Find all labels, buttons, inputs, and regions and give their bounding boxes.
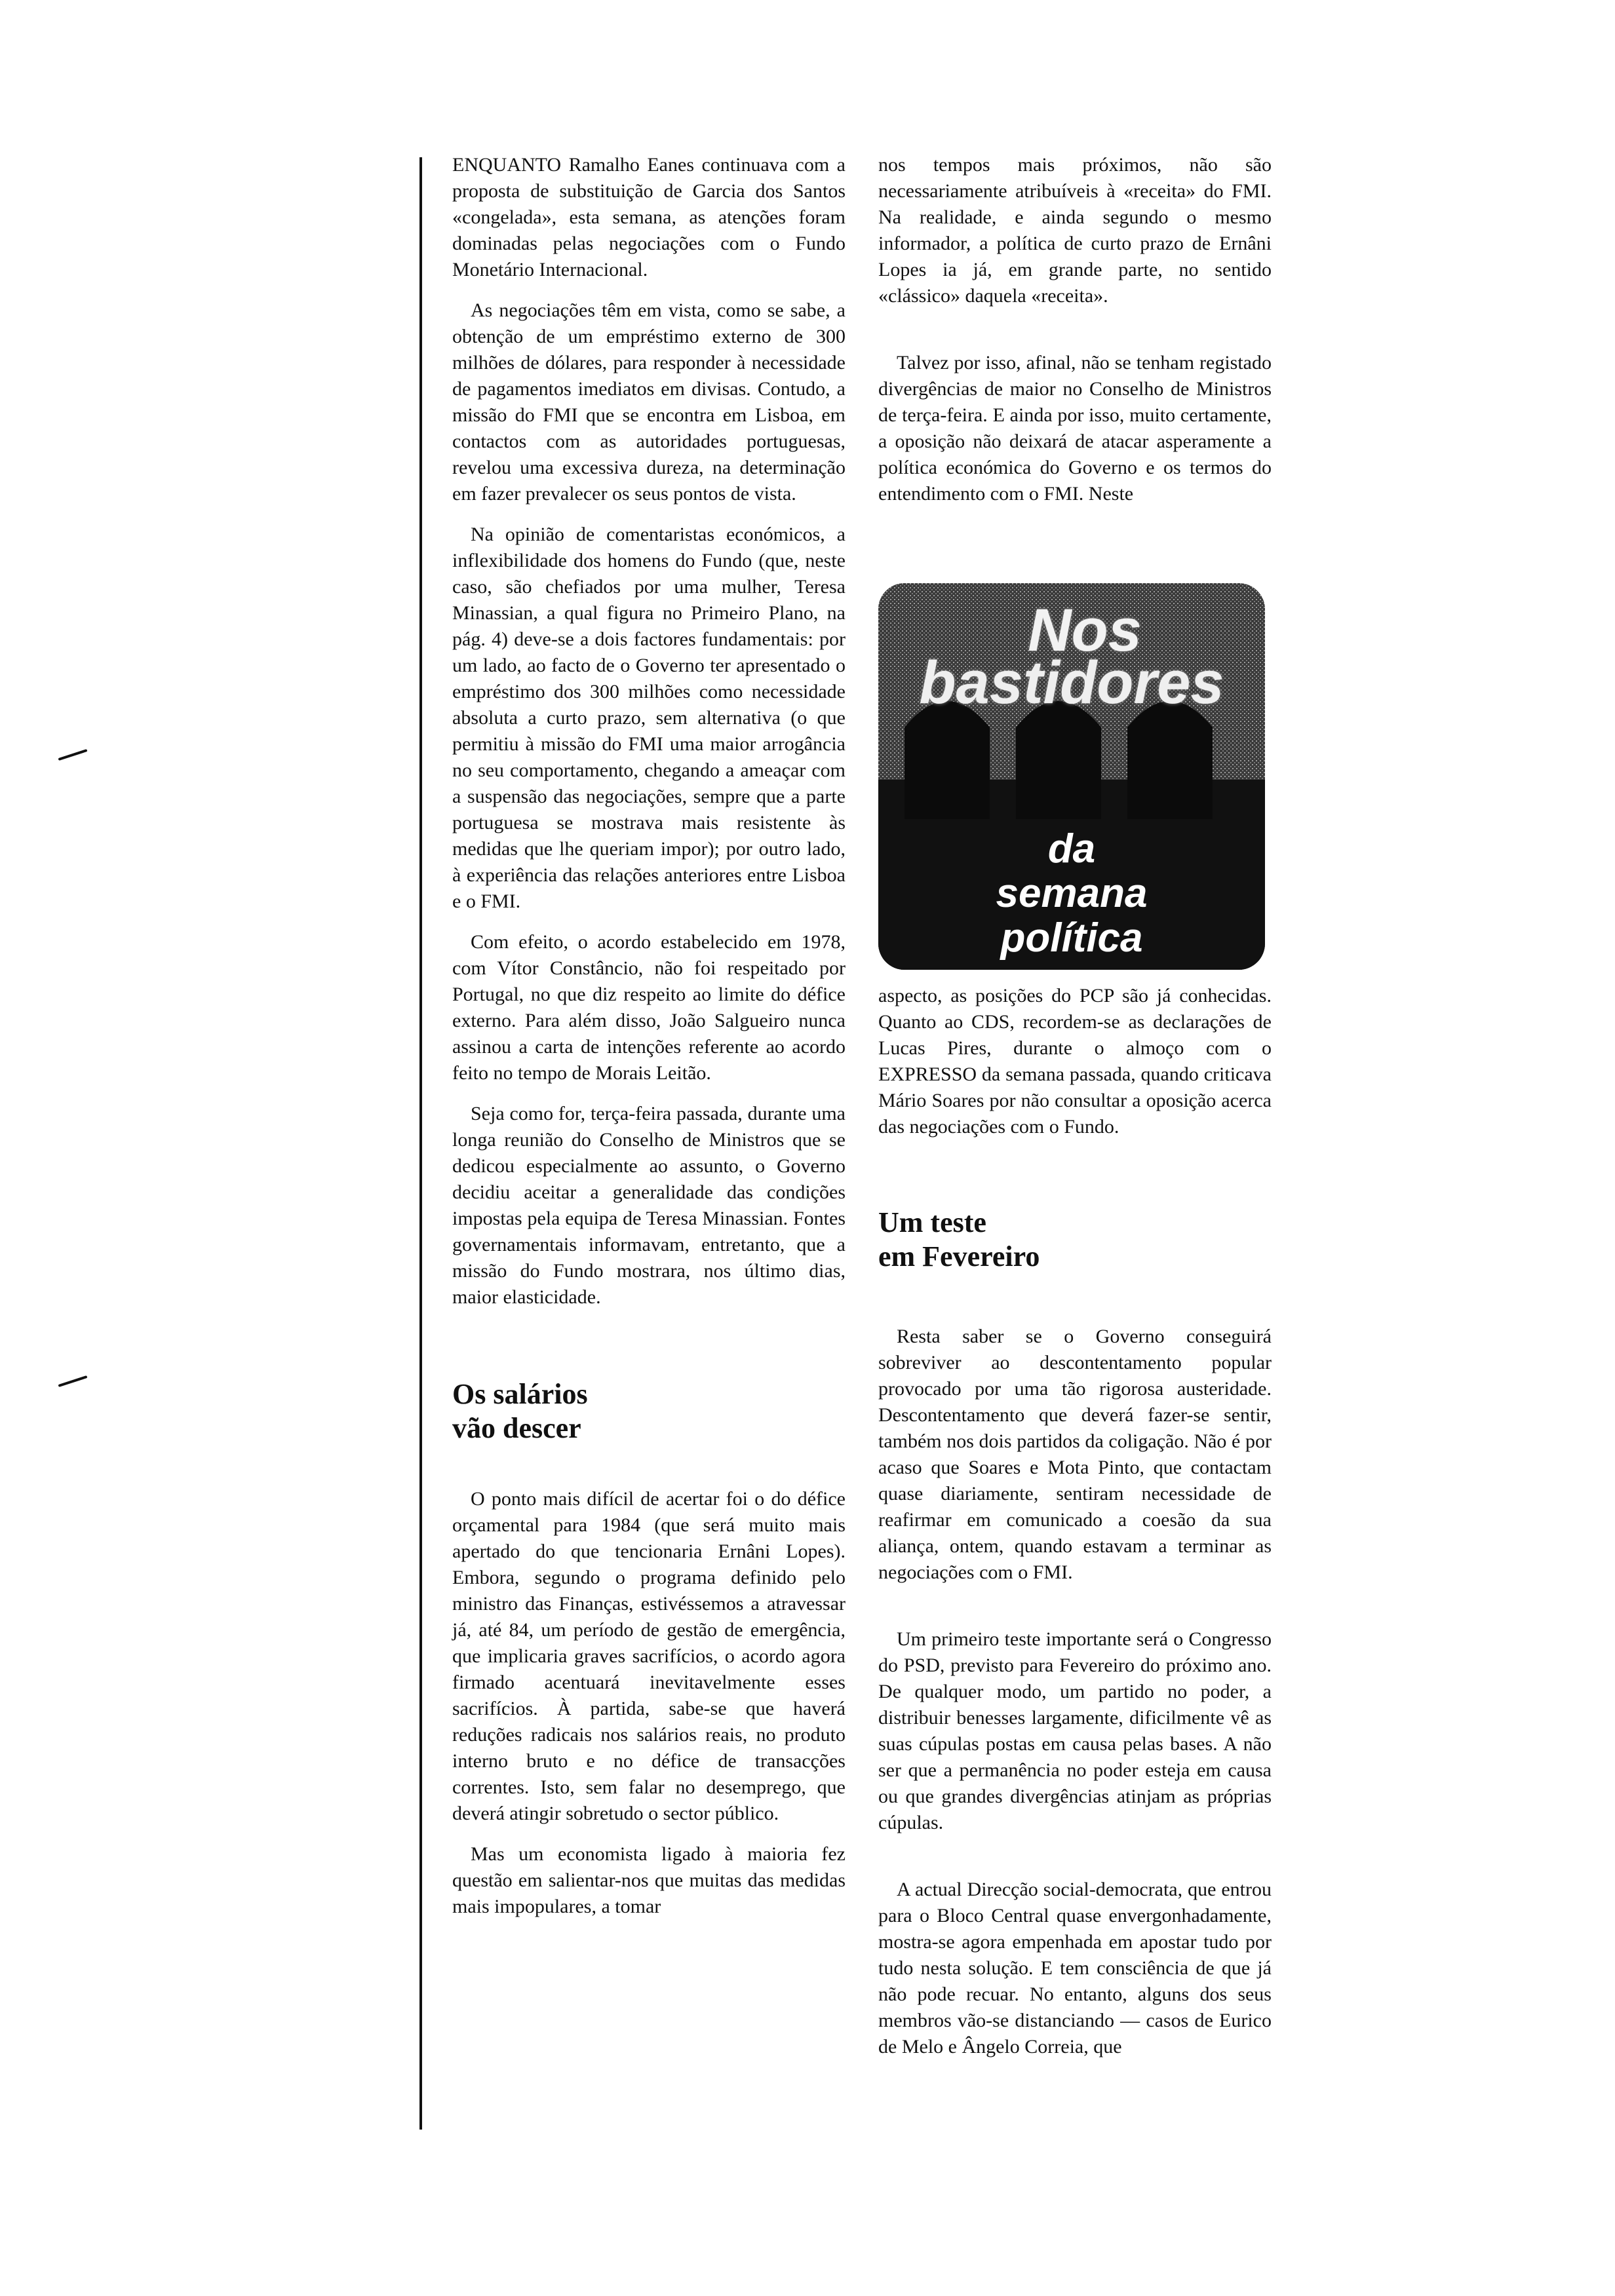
- section-heading-line: vão descer: [452, 1412, 581, 1444]
- article-paragraph: Um primeiro teste importante será o Congresso do PSD, previsto para Fevereiro do próximo ano. De qualquer modo, um partido no poder, a distribuir benesses largamente, dificilmente vê as suas cúpulas postas em causa pelas bases. A não ser que a permanência no poder esteja em causa ou que grandes divergências atinjam as próprias cúpulas.: [878, 1628, 1272, 1833]
- article-paragraph: aspecto, as posições do PCP são já conhecidas. Quanto ao CDS, recordem-se as declarações de Lucas Pires, durante o almoço com o EXPRESSO da semana passada, quando criticava Mário Soares por não consultar a oposição acerca das negociações com o Fundo.: [878, 985, 1272, 1138]
- section-heading-line: Os salários: [452, 1378, 588, 1410]
- section-heading-line: em Fevereiro: [878, 1240, 1040, 1272]
- margin-rule: [419, 157, 422, 2130]
- column-right-top: [878, 152, 1272, 522]
- title-word: política: [1000, 915, 1143, 961]
- article-paragraph: As negociações têm em vista, como se sabe, a obtenção de um empréstimo externo de 300 milhões de dólares, para responder à necessidade de pagamentos imediatos em divisas. Contudo, a missão do FMI que se encontra em Lisboa, em contactos com as autoridades portuguesas, revelou uma excessiva dureza, na determinação em fazer prevalecer os seus pontos de vista.: [452, 299, 846, 505]
- title-word: Nos: [1028, 597, 1142, 664]
- article-paragraph: O ponto mais difícil de acertar foi o do défice orçamental para 1984 (que será muito mais apertado do que tencionaria Ernâni Lopes). Embora, segundo o programa definido pelo ministro das Finanças, estivéssemos a atravessar já, até 84, um período de gestão de emergência, que implicaria graves sacrifícios, o acordo agora firmado acentuará inevitavelmente esses sacrifícios. À partida, sabe-se que haverá reduções radicais nos salários reais, no produto interno bruto e no défice de transacções correntes. Isto, sem falar no desemprego, que deverá atingir sobretudo o sector público.: [452, 1488, 846, 1824]
- article-paragraph: nos tempos mais próximos, não são necessariamente atribuíveis à «receita» do FMI. Na realidade, e ainda segundo o mesmo informador, a política de curto prazo de Ernâni Lopes ia já, em grande parte, no sentido «clássico» daquela «receita».: [878, 154, 1272, 307]
- scan-mark-top: [58, 749, 88, 761]
- section-heading-line: Um teste: [878, 1206, 986, 1238]
- scan-mark-bottom: [58, 1375, 88, 1387]
- article-paragraph: Seja como for, terça-feira passada, durante uma longa reunião do Conselho de Ministros que se dedicou especialmente ao assunto, o Governo decidiu aceitar a generalidade das condições impostas pela equipa de Teresa Minassian. Fontes governamentais informavam, entretanto, que a missão do Fundo mostrara, nos último dias, maior elasticidade.: [452, 1103, 846, 1308]
- column-right-middle: [878, 983, 1272, 1155]
- title-word: da: [1047, 826, 1096, 871]
- title-word: semana: [996, 871, 1148, 916]
- section-heading-salarios: [452, 1377, 846, 1445]
- section-heading-teste: [878, 1206, 1272, 1274]
- article-paragraph: Na opinião de comentaristas económicos, a inflexibilidade dos homens do Fundo (que, neste caso, são chefiados por uma mulher, Teresa Minassian, a qual figura no Primeiro Plano, na pág. 4) deve-se a dois factores fundamentais: por um lado, ao facto de o Governo ter apresentado o empréstimo dos 300 milhões como necessidade absoluta a curto prazo, sem alternativa (o que permitiu à missão do FMI uma maior arrogância no seu comportamento, chegando a ameaçar com a suspensão das negociações, sempre que a parte portuguesa se mostrava mais resistente às medidas que lhe queriam impor); por outro lado, à experiência das relações anteriores entre Lisboa e o FMI.: [452, 524, 846, 912]
- title-word: bastidores: [919, 649, 1224, 716]
- section-title-graphic: [878, 583, 1265, 970]
- article-paragraph: Mas um economista ligado à maioria fez questão em salientar-nos que muitas das medidas mais impopulares, a tomar: [452, 1843, 846, 1917]
- article-paragraph: Talvez por isso, afinal, não se tenham registado divergências de maior no Conselho de Ministros de terça-feira. E ainda por isso, muito certamente, a oposição não deixará de atacar asperamente a política económica do Governo e os termos do entendimento com o FMI. Neste: [878, 352, 1272, 505]
- column-right-bottom: [878, 1324, 1272, 2075]
- article-paragraph: Resta saber se o Governo conseguirá sobreviver ao descontentamento popular provocado por uma tão rigorosa austeridade. Descontentamento que deverá fazer-se sentir, também nos dois partidos da coligação. Não é por acaso que Soares e Mota Pinto, que contactam quase diariamente, sentiram necessidade de reafirmar em comunicado a coesão da sua aliança, ontem, quando estavam a terminar as negociações com o FMI.: [878, 1326, 1272, 1583]
- article-lead-paragraph: ENQUANTO Ramalho Eanes continuava com a proposta de substituição de Garcia dos Santos «congelada», esta semana, as atenções foram dominadas pelas negociações com o Fundo Monetário Internacional.: [452, 154, 846, 280]
- column-left: [452, 152, 846, 1934]
- article-paragraph: Com efeito, o acordo estabelecido em 1978, com Vítor Constâncio, não foi respeitado por Portugal, no que diz respeito ao limite do défice externo. Para além disso, João Salgueiro nunca assinou a carta de intenções referente ao acordo feito no tempo de Morais Leitão.: [452, 931, 846, 1084]
- article-paragraph: A actual Direcção social-democrata, que entrou para o Bloco Central quase envergonhadamente, mostra-se agora empenhada em apostar tudo por tudo nesta solução. E tem consciência de que já não pode recuar. No entanto, alguns dos seus membros vão-se distanciando — casos de Eurico de Melo e Ângelo Correia, que: [878, 1879, 1272, 2057]
